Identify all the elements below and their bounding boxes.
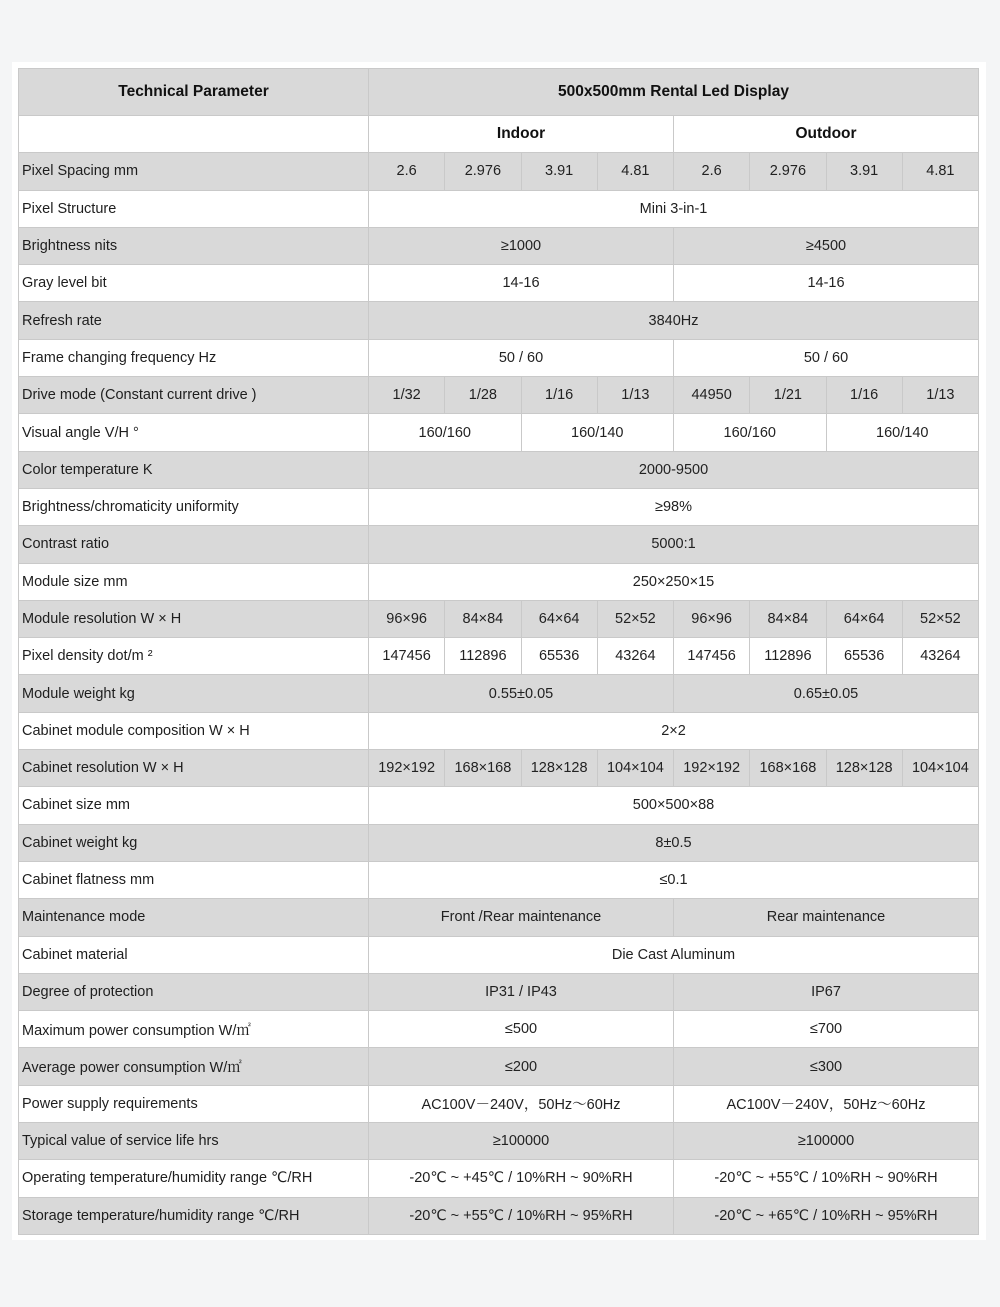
indoor-cell: Front /Rear maintenance [369,899,674,936]
cell: 64×64 [521,600,597,637]
spec-table [18,68,979,1235]
indoor-cell: ≥1000 [369,227,674,264]
table-row [19,488,979,525]
outdoor-cell: ≤700 [674,1011,979,1048]
row-label: Cabinet flatness mm [19,861,369,898]
cell: 112896 [445,638,521,675]
indoor-cell: AC100V－240V，50Hz～60Hz [369,1085,674,1122]
indoor-cell: 14-16 [369,265,674,302]
outdoor-cell: ≥4500 [674,227,979,264]
outdoor-cell: 14-16 [674,265,979,302]
outdoor-cell: IP67 [674,973,979,1010]
row-label: Cabinet size mm [19,787,369,824]
cell: 160/140 [826,414,979,451]
cell: 160/160 [674,414,827,451]
row-label: Visual angle V/H ° [19,414,369,451]
table-row [19,1123,979,1160]
indoor-cell: 0.55±0.05 [369,675,674,712]
indoor-cell: -20℃ ~ +55℃ / 10%RH ~ 95%RH [369,1197,674,1234]
table-row [19,414,979,451]
outdoor-cell: AC100V－240V，50Hz～60Hz [674,1085,979,1122]
cell: 2.976 [750,153,826,190]
cell: 1/32 [369,377,445,414]
row-label: Typical value of service life hrs [19,1123,369,1160]
row-label: Brightness nits [19,227,369,264]
outdoor-cell: 50 / 60 [674,339,979,376]
row-label: Drive mode (Constant current drive ) [19,377,369,414]
outdoor-cell: 0.65±0.05 [674,675,979,712]
table-header-row [19,69,979,116]
table-row [19,153,979,190]
cell: 5000:1 [369,526,979,563]
cell: 1/16 [826,377,902,414]
cell: 84×84 [750,600,826,637]
empty-cell [19,116,369,153]
cell: 250×250×15 [369,563,979,600]
outdoor-cell: ≤300 [674,1048,979,1085]
cell: 2.6 [369,153,445,190]
table-row [19,675,979,712]
table-row [19,451,979,488]
cell: 128×128 [826,750,902,787]
cell: 500×500×88 [369,787,979,824]
cell: 52×52 [902,600,978,637]
indoor-cell: IP31 / IP43 [369,973,674,1010]
cell: 2.6 [674,153,750,190]
row-label: Module resolution W × H [19,600,369,637]
row-label: Refresh rate [19,302,369,339]
cell: 44950 [674,377,750,414]
indoor-cell: ≤200 [369,1048,674,1085]
row-label: Cabinet weight kg [19,824,369,861]
cell: 1/28 [445,377,521,414]
cell: 147456 [674,638,750,675]
row-label: Module weight kg [19,675,369,712]
cell: 43264 [597,638,673,675]
table-row [19,899,979,936]
cell: 4.81 [902,153,978,190]
cell: 1/16 [521,377,597,414]
cell: 96×96 [369,600,445,637]
row-label: Power supply requirements [19,1085,369,1122]
cell: 65536 [826,638,902,675]
row-label: Maximum power consumption W/㎡ [19,1011,369,1048]
product-title: 500x500mm Rental Led Display [369,69,979,116]
row-label: Gray level bit [19,265,369,302]
cell: 3.91 [826,153,902,190]
cell: 1/21 [750,377,826,414]
outdoor-cell: -20℃ ~ +65℃ / 10%RH ~ 95%RH [674,1197,979,1234]
table-row [19,787,979,824]
row-label: Storage temperature/humidity range ℃/RH [19,1197,369,1234]
table-row [19,824,979,861]
cell: 64×64 [826,600,902,637]
indoor-cell: -20℃ ~ +45℃ / 10%RH ~ 90%RH [369,1160,674,1197]
cell: 65536 [521,638,597,675]
row-label: Color temperature K [19,451,369,488]
cell: 96×96 [674,600,750,637]
outdoor-header: Outdoor [674,116,979,153]
row-label: Maintenance mode [19,899,369,936]
cell: Mini 3-in-1 [369,190,979,227]
table-row [19,712,979,749]
cell: 160/160 [369,414,522,451]
indoor-cell: 50 / 60 [369,339,674,376]
row-label: Average power consumption W/㎡ [19,1048,369,1085]
cell: ≥98% [369,488,979,525]
table-row [19,861,979,898]
cell: 128×128 [521,750,597,787]
table-row [19,1011,979,1048]
table-row [19,377,979,414]
indoor-cell: ≥100000 [369,1123,674,1160]
cell: 43264 [902,638,978,675]
cell: 4.81 [597,153,673,190]
cell: 168×168 [750,750,826,787]
table-row [19,227,979,264]
row-label: Cabinet material [19,936,369,973]
cell: 3840Hz [369,302,979,339]
cell: 192×192 [674,750,750,787]
row-label: Pixel density dot/m ² [19,638,369,675]
cell: 168×168 [445,750,521,787]
param-column-header: Technical Parameter [19,69,369,116]
table-row [19,265,979,302]
table-row [19,339,979,376]
row-label: Cabinet resolution W × H [19,750,369,787]
row-label: Contrast ratio [19,526,369,563]
cell: 1/13 [597,377,673,414]
outdoor-cell: ≥100000 [674,1123,979,1160]
cell: 2000-9500 [369,451,979,488]
table-row [19,1197,979,1234]
row-label: Operating temperature/humidity range ℃/RH [19,1160,369,1197]
cell: 3.91 [521,153,597,190]
row-label: Brightness/chromaticity uniformity [19,488,369,525]
table-row [19,1048,979,1085]
cell: 160/140 [521,414,674,451]
row-label: Pixel Spacing mm [19,153,369,190]
row-label: Degree of protection [19,973,369,1010]
table-row [19,936,979,973]
row-label: Frame changing frequency Hz [19,339,369,376]
environment-header-row [19,116,979,153]
table-row [19,563,979,600]
cell: 2.976 [445,153,521,190]
table-row [19,1085,979,1122]
outdoor-cell: -20℃ ~ +55℃ / 10%RH ~ 90%RH [674,1160,979,1197]
cell: 147456 [369,638,445,675]
cell: 112896 [750,638,826,675]
indoor-cell: ≤500 [369,1011,674,1048]
table-row [19,638,979,675]
row-label: Module size mm [19,563,369,600]
cell: 8±0.5 [369,824,979,861]
cell: ≤0.1 [369,861,979,898]
cell: 2×2 [369,712,979,749]
table-row [19,526,979,563]
cell: 1/13 [902,377,978,414]
cell: 52×52 [597,600,673,637]
cell: 84×84 [445,600,521,637]
table-row [19,190,979,227]
indoor-header: Indoor [369,116,674,153]
table-row [19,302,979,339]
row-label: Cabinet module composition W × H [19,712,369,749]
cell: 104×104 [597,750,673,787]
cell: 192×192 [369,750,445,787]
table-row [19,1160,979,1197]
cell: Die Cast Aluminum [369,936,979,973]
table-row [19,973,979,1010]
table-row [19,750,979,787]
row-label: Pixel Structure [19,190,369,227]
outdoor-cell: Rear maintenance [674,899,979,936]
table-row [19,600,979,637]
cell: 104×104 [902,750,978,787]
